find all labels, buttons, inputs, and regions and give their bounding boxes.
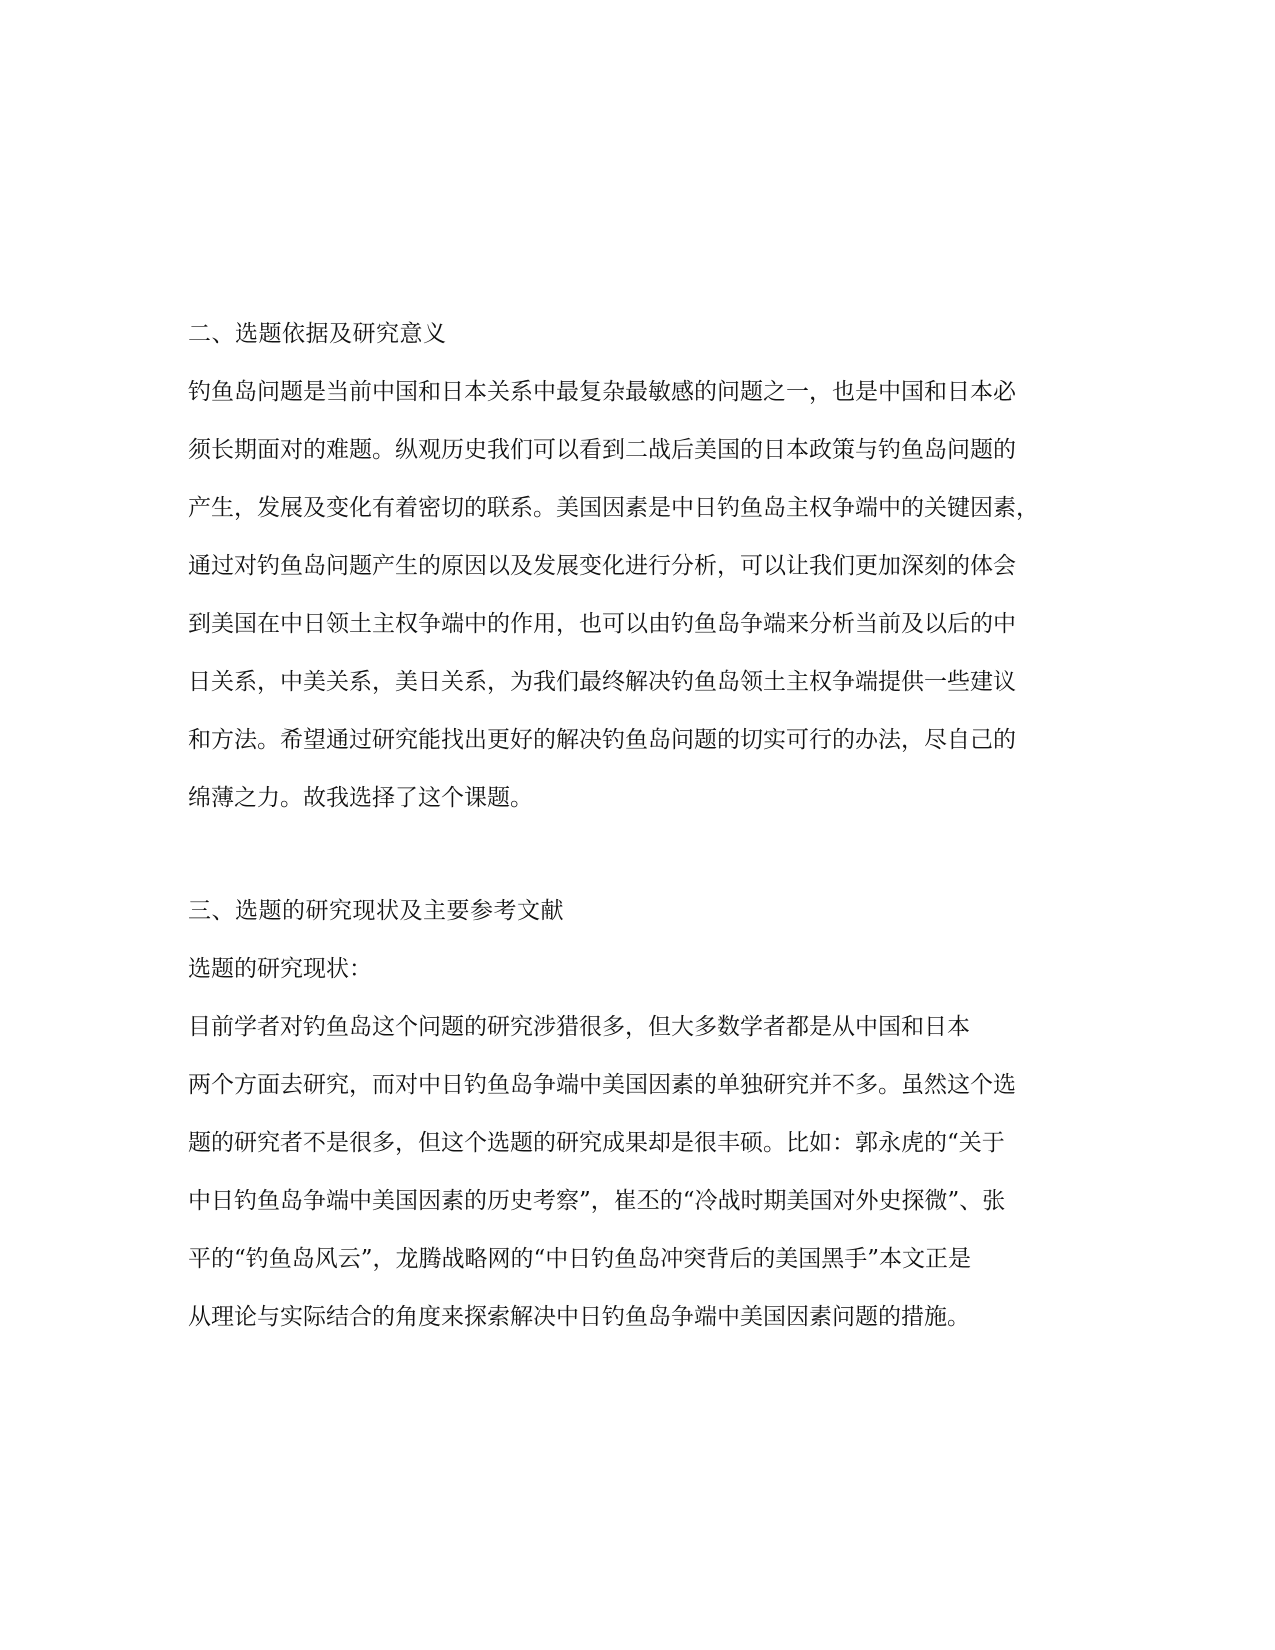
section-2-paragraph-line: 通过对钓鱼岛问题产生的原因以及发展变化进行分析，可以让我们更加深刻的体会	[188, 553, 1016, 579]
section-2-paragraph-line: 到美国在中日领土主权争端中的作用，也可以由钓鱼岛争端来分析当前及以后的中	[188, 611, 1016, 637]
section-3-paragraph-line: 目前学者对钓鱼岛这个问题的研究涉猎很多，但大多数学者都是从中国和日本	[188, 1014, 970, 1040]
section-3-paragraph-line: 中日钓鱼岛争端中美国因素的历史考察”，崔丕的“冷战时期美国对外史探微”、张	[188, 1188, 1006, 1214]
section-3-paragraph-line: 从理论与实际结合的角度来探索解决中日钓鱼岛争端中美国因素问题的措施。	[188, 1304, 970, 1330]
section-2-paragraph-line: 日关系，中美关系，美日关系，为我们最终解决钓鱼岛领土主权争端提供一些建议	[188, 669, 1016, 695]
section-3-paragraph-line: 平的“钓鱼岛风云”，龙腾战略网的“中日钓鱼岛冲突背后的美国黑手”本文正是	[188, 1246, 972, 1272]
section-2-paragraph-line: 和方法。希望通过研究能找出更好的解决钓鱼岛问题的切实可行的办法，尽自己的	[188, 727, 1016, 753]
section-3-subheading: 选题的研究现状：	[188, 956, 372, 982]
section-3-paragraph-line: 题的研究者不是很多，但这个选题的研究成果却是很丰硕。比如：郭永虎的“关于	[188, 1130, 1005, 1156]
section-2-paragraph-line: 钓鱼岛问题是当前中国和日本关系中最复杂最敏感的问题之一，也是中国和日本必	[188, 379, 1016, 405]
section-2-paragraph-line: 绵薄之力。故我选择了这个课题。	[188, 785, 533, 811]
section-3-paragraph-line: 两个方面去研究，而对中日钓鱼岛争端中美国因素的单独研究并不多。虽然这个选	[188, 1072, 1016, 1098]
section-2-heading: 二、选题依据及研究意义	[188, 321, 447, 347]
section-2-paragraph-line: 须长期面对的难题。纵观历史我们可以看到二战后美国的日本政策与钓鱼岛问题的	[188, 437, 1016, 463]
section-3-heading: 三、选题的研究现状及主要参考文献	[188, 898, 564, 924]
section-2-paragraph-line: 产生，发展及变化有着密切的联系。美国因素是中日钓鱼岛主权争端中的关键因素，	[188, 495, 1039, 521]
